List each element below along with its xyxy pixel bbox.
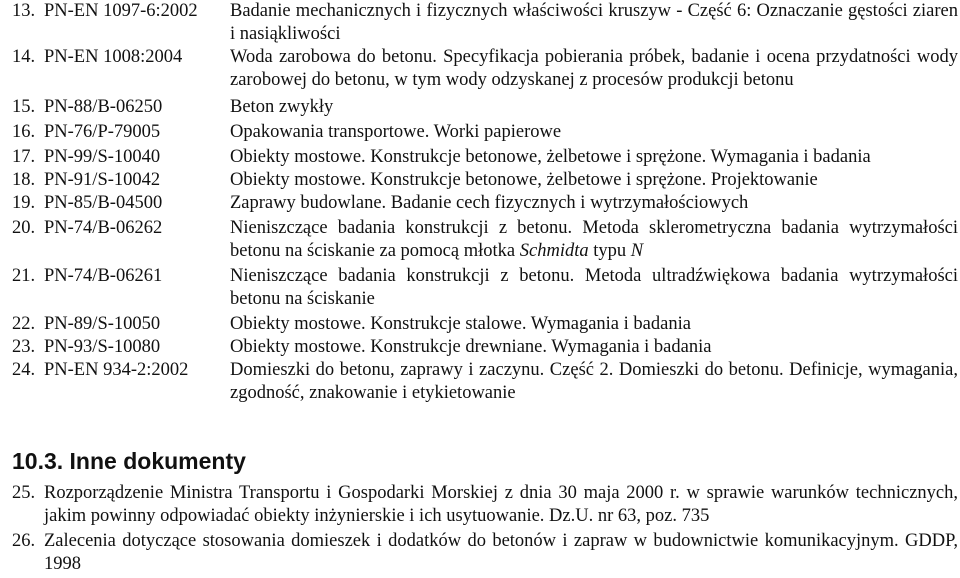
- section-heading: 10.3. Inne dokumenty: [12, 448, 246, 474]
- list-item: [12, 121, 958, 144]
- standard-code: PN-EN 1097-6:2002: [44, 1, 198, 21]
- list-item: [12, 146, 958, 169]
- standard-title: [230, 217, 958, 263]
- item-number: 15.: [12, 97, 36, 117]
- item-number: 17.: [12, 147, 36, 167]
- standard-title: Nieniszczące badania konstrukcji z betonu. Metoda ultradźwiękowa badania wytrzymałości betonu na ściskanie: [230, 266, 958, 309]
- standard-code: PN-EN 1008:2004: [44, 47, 183, 67]
- item-number: 21.: [12, 266, 36, 286]
- standard-code: PN-88/B-06250: [44, 97, 163, 117]
- item-number: 13.: [12, 1, 36, 21]
- documents-list: [12, 482, 958, 578]
- document-title: Rozporządzenie Ministra Transportu i Gospodarki Morskiej z dnia 30 maja 2000 r. w sprawie warunków technicznych, jakim powinny odpowiadać obiekty inżynierskie i ich usytuowanie. Dz.U. nr 63, poz. 735: [44, 483, 958, 526]
- item-number: 20.: [12, 218, 36, 238]
- standard-title: Obiekty mostowe. Konstrukcje betonowe, żelbetowe i sprężone. Projektowanie: [230, 170, 818, 190]
- title-text: typu: [588, 241, 631, 261]
- standard-code: PN-89/S-10050: [44, 314, 161, 334]
- item-number: 24.: [12, 360, 36, 380]
- item-number: 23.: [12, 337, 36, 357]
- item-number: 18.: [12, 170, 36, 190]
- standard-title: Domieszki do betonu, zaprawy i zaczynu. Część 2. Domieszki do betonu. Definicje, wymagania, zgodność, znakowanie i etykietowanie: [230, 360, 958, 403]
- list-item: [12, 336, 958, 359]
- item-number: 22.: [12, 314, 36, 334]
- title-text: Nieniszczące badania konstrukcji z betonu. Metoda sklerometryczna badania wytrzymałości betonu na ściskanie za pomocą młotka: [230, 218, 958, 261]
- standard-code: PN-74/B-06261: [44, 266, 163, 286]
- standard-title: Opakowania transportowe. Worki papierowe: [230, 122, 562, 142]
- list-item: [12, 169, 958, 192]
- standard-title: Beton zwykły: [230, 97, 334, 117]
- standards-list: [12, 0, 958, 405]
- list-item: [12, 482, 958, 528]
- item-number: 16.: [12, 122, 36, 142]
- item-number: 19.: [12, 193, 36, 213]
- standard-code: PN-99/S-10040: [44, 147, 161, 167]
- standard-code: PN-EN 934-2:2002: [44, 360, 189, 380]
- standard-code: PN-85/B-04500: [44, 193, 163, 213]
- list-item: [12, 265, 958, 311]
- standard-title: Zaprawy budowlane. Badanie cech fizycznych i wytrzymałościowych: [230, 193, 749, 213]
- item-number: 26.: [12, 531, 36, 551]
- list-item: [12, 0, 958, 46]
- list-item: [12, 217, 958, 263]
- list-item: [12, 192, 958, 215]
- standard-code: PN-93/S-10080: [44, 337, 161, 357]
- standard-title: Woda zarobowa do betonu. Specyfikacja pobierania próbek, badanie i ocena przydatności wody zarobowej do betonu, w tym wody odzyskanej z procesów produkcji betonu: [230, 47, 958, 90]
- list-item: [12, 359, 958, 405]
- standard-title: Badanie mechanicznych i fizycznych właściwości kruszyw - Część 6: Oznaczanie gęstości ziaren i nasiąkliwości: [230, 1, 958, 44]
- document-title: Zalecenia dotyczące stosowania domieszek i dodatków do betonów i zapraw w budownictwie komunikacyjnym. GDDP, 1998: [44, 531, 958, 574]
- standard-title: Obiekty mostowe. Konstrukcje drewniane. Wymagania i badania: [230, 337, 712, 357]
- standard-code: PN-74/B-06262: [44, 218, 163, 238]
- list-item: [12, 96, 958, 119]
- title-italic: N: [630, 241, 644, 261]
- item-number: 14.: [12, 47, 36, 67]
- list-item: [12, 46, 958, 92]
- standard-code: PN-91/S-10042: [44, 170, 161, 190]
- list-item: [12, 530, 958, 576]
- title-italic: Schmidta: [519, 241, 589, 261]
- item-number: 25.: [12, 483, 36, 503]
- list-item: [12, 313, 958, 336]
- standard-title: Obiekty mostowe. Konstrukcje stalowe. Wymagania i badania: [230, 314, 691, 334]
- standard-title: Obiekty mostowe. Konstrukcje betonowe, żelbetowe i sprężone. Wymagania i badania: [230, 147, 871, 167]
- standard-code: PN-76/P-79005: [44, 122, 161, 142]
